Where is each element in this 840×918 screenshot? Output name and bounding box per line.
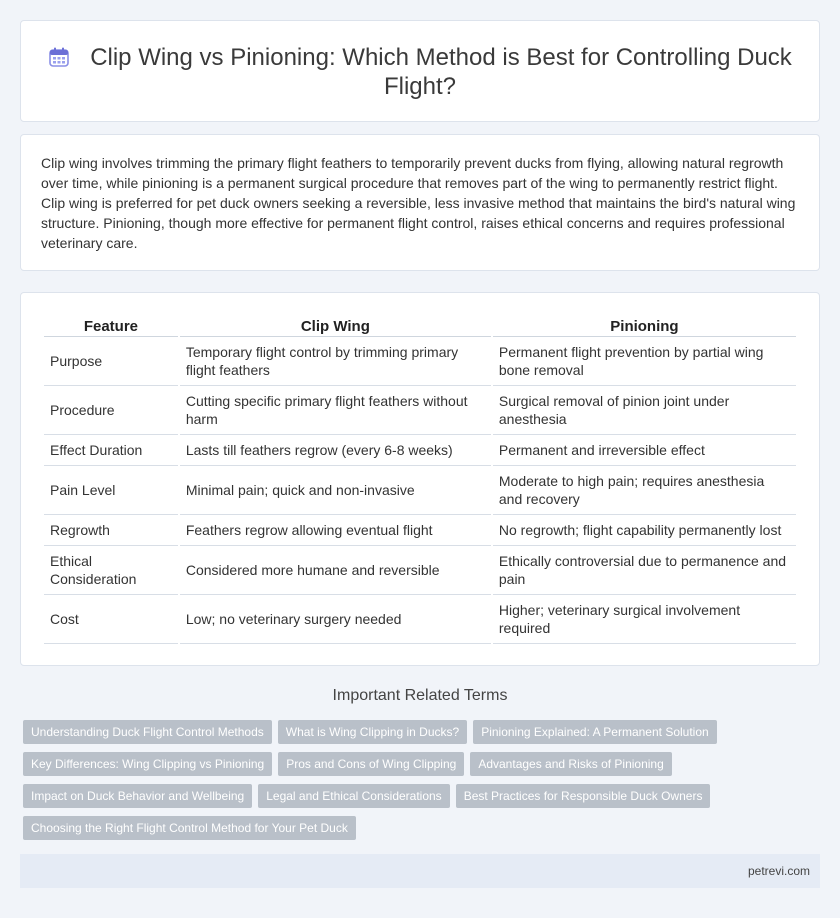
row-feature: Cost xyxy=(44,595,178,644)
row-pinioning: Higher; veterinary surgical involvement required xyxy=(493,595,796,644)
header-pinioning: Pinioning xyxy=(493,315,796,337)
table-row xyxy=(44,435,796,466)
tag-row xyxy=(23,720,823,752)
comparison-table xyxy=(42,315,798,644)
table-row xyxy=(44,337,796,386)
row-feature: Procedure xyxy=(44,386,178,435)
related-tag[interactable]: Legal and Ethical Considerations xyxy=(258,784,449,808)
header-card xyxy=(20,20,820,122)
row-clip-wing: Cutting specific primary flight feathers without harm xyxy=(180,386,491,435)
row-feature: Effect Duration xyxy=(44,435,178,466)
related-terms-title: Important Related Terms xyxy=(332,687,508,704)
intro-paragraph: Clip wing involves trimming the primary flight feathers to temporarily prevent ducks from flying, allowing natural regrowth over time, while pinioning is a permanent surgical procedure that removes part of the wing to permanently restrict flight. Clip wing is preferred for pet duck owners seeking a reversible, less invasive method that maintains the bird's natural wing structure. Pinioning, though more effective for permanent flight control, raises ethical concerns and requires professional veterinary care. xyxy=(41,155,796,251)
related-tag[interactable]: Choosing the Right Flight Control Method for Your Pet Duck xyxy=(23,816,356,840)
table-row xyxy=(44,595,796,644)
row-clip-wing: Considered more humane and reversible xyxy=(180,546,491,595)
related-tag[interactable]: Advantages and Risks of Pinioning xyxy=(470,752,671,776)
row-pinioning: Moderate to high pain; requires anesthesia and recovery xyxy=(493,466,796,515)
row-feature: Ethical Consideration xyxy=(44,546,178,595)
row-clip-wing: Low; no veterinary surgery needed xyxy=(180,595,491,644)
related-tag[interactable]: What is Wing Clipping in Ducks? xyxy=(278,720,467,744)
row-pinioning: No regrowth; flight capability permanently lost xyxy=(493,515,796,546)
intro-card xyxy=(20,134,820,271)
related-tag[interactable]: Key Differences: Wing Clipping vs Pinioning xyxy=(23,752,272,776)
row-clip-wing: Lasts till feathers regrow (every 6-8 weeks) xyxy=(180,435,491,466)
table-row xyxy=(44,466,796,515)
header-feature: Feature xyxy=(44,315,178,337)
related-tag[interactable]: Understanding Duck Flight Control Methods xyxy=(23,720,272,744)
tag-row xyxy=(23,816,823,848)
comparison-card xyxy=(20,292,820,666)
tag-row xyxy=(23,784,823,816)
row-pinioning: Surgical removal of pinion joint under anesthesia xyxy=(493,386,796,435)
table-row xyxy=(44,386,796,435)
row-pinioning: Permanent and irreversible effect xyxy=(493,435,796,466)
related-terms-list xyxy=(23,720,823,848)
header-clip-wing: Clip Wing xyxy=(180,315,491,337)
related-tag[interactable]: Pinioning Explained: A Permanent Solution xyxy=(473,720,717,744)
footer-site[interactable]: petrevi.com xyxy=(747,864,810,878)
related-tag[interactable]: Best Practices for Responsible Duck Owners xyxy=(456,784,711,808)
page-title-text: Clip Wing vs Pinioning: Which Method is Best for Controlling Duck Flight? xyxy=(90,44,792,100)
row-feature: Purpose xyxy=(44,337,178,386)
table-row xyxy=(44,515,796,546)
calendar-icon xyxy=(48,46,70,68)
row-pinioning: Ethically controversial due to permanence and pain xyxy=(493,546,796,595)
row-feature: Regrowth xyxy=(44,515,178,546)
footer xyxy=(20,854,820,888)
row-clip-wing: Temporary flight control by trimming primary flight feathers xyxy=(180,337,491,386)
page-title xyxy=(41,43,799,101)
row-feature: Pain Level xyxy=(44,466,178,515)
row-clip-wing: Feathers regrow allowing eventual flight xyxy=(180,515,491,546)
related-tag[interactable]: Impact on Duck Behavior and Wellbeing xyxy=(23,784,252,808)
row-pinioning: Permanent flight prevention by partial wing bone removal xyxy=(493,337,796,386)
table-row xyxy=(44,546,796,595)
table-header-row xyxy=(44,315,796,337)
row-clip-wing: Minimal pain; quick and non-invasive xyxy=(180,466,491,515)
tag-row xyxy=(23,752,823,784)
related-tag[interactable]: Pros and Cons of Wing Clipping xyxy=(278,752,464,776)
